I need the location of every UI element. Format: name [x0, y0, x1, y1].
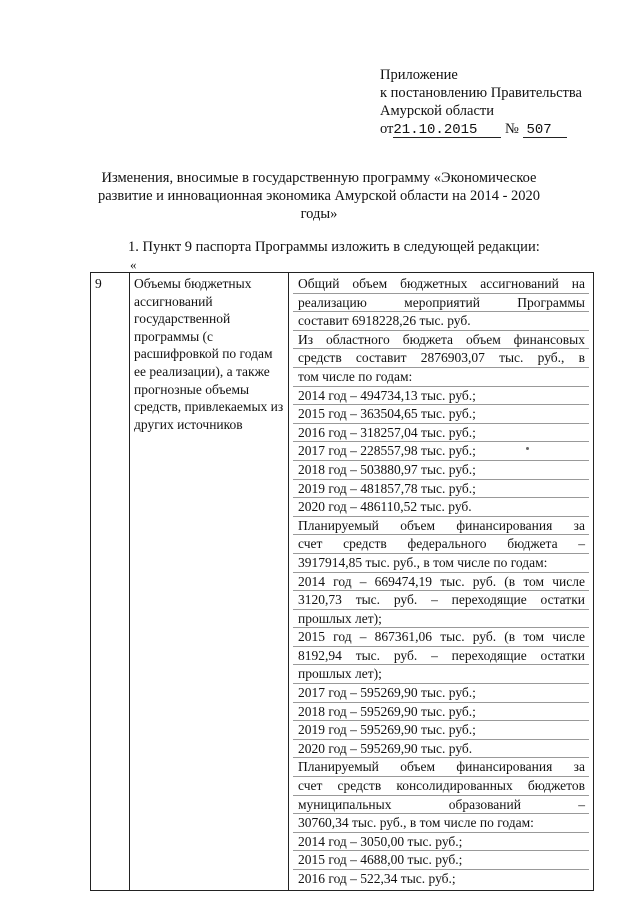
content-line: 3917914,85 тыс. руб., в том числе по годам: — [293, 554, 589, 573]
point-intro: 1. Пункт 9 паспорта Программы изложить в следующей редакции: — [128, 239, 540, 255]
content-line: 2017 год – 595269,90 тыс. руб.; — [293, 684, 589, 703]
content-line: 2018 год – 503880,97 тыс. руб.; — [293, 461, 589, 480]
row-number: 9 — [91, 273, 130, 891]
content-line: 2016 год – 318257,04 тыс. руб.; — [293, 424, 589, 443]
date-prefix: от — [380, 121, 394, 137]
content-line: муниципальных образований – — [293, 796, 589, 815]
approval-decree: к постановлению Правительства — [380, 85, 582, 101]
approval-title: Приложение — [380, 67, 458, 83]
content-line: счет средств консолидированных бюджетов — [293, 777, 589, 796]
content-line: составит 6918228,26 тыс. руб. — [293, 312, 589, 331]
content-line: счет средств федерального бюджета – — [293, 535, 589, 554]
content-line: прошлых лет); — [293, 665, 589, 684]
content-line: 2020 год – 595269,90 тыс. руб. — [293, 740, 589, 759]
decree-number: 507 — [523, 123, 567, 138]
content-line: 30760,34 тыс. руб., в том числе по годам: — [293, 814, 589, 833]
scan-speck — [526, 447, 529, 450]
content-line: 2016 год – 522,34 тыс. руб.; — [298, 871, 456, 886]
content-line: 2015 год – 867361,06 тыс. руб. (в том числе — [293, 628, 589, 647]
content-line: 2019 год – 595269,90 тыс. руб.; — [293, 721, 589, 740]
content-line: Планируемый объем финансирования за — [293, 517, 589, 536]
approval-date-line — [380, 120, 582, 138]
approval-region: Амурской области — [380, 103, 494, 119]
content-line: 2014 год – 494734,13 тыс. руб.; — [293, 387, 589, 406]
opening-quote: « — [130, 257, 137, 272]
row-content — [289, 273, 594, 891]
passport-table — [90, 272, 594, 891]
content-line: 2015 год – 4688,00 тыс. руб.; — [293, 851, 589, 870]
number-sign: № — [505, 121, 519, 137]
content-line: 2018 год – 595269,90 тыс. руб.; — [293, 703, 589, 722]
content-line: реализацию мероприятий Программы — [293, 294, 589, 313]
content-line: 2015 год – 363504,65 тыс. руб.; — [293, 405, 589, 424]
content-line: 8192,94 тыс. руб. – переходящие остатки — [293, 647, 589, 666]
content-line: 2020 год – 486110,52 тыс. руб. — [293, 498, 589, 517]
content-line: 2017 год – 228557,98 тыс. руб.; — [293, 442, 589, 461]
content-line: 2014 год – 3050,00 тыс. руб.; — [293, 833, 589, 852]
table-row — [91, 273, 594, 891]
approval-block — [380, 66, 582, 138]
row-title: Объемы бюджетных ассигнований государственной программы (с расшифровкой по годам ее реализации), а также прогнозные объемы средств, привлекаемых из других источников — [130, 273, 289, 891]
content-line: Общий объем бюджетных ассигнований на — [293, 275, 589, 294]
decree-date: 21.10.2015 — [393, 123, 501, 138]
content-line: 3120,73 тыс. руб. – переходящие остатки — [293, 591, 589, 610]
content-line: прошлых лет); — [293, 610, 589, 629]
content-line: том числе по годам: — [293, 368, 589, 387]
content-line: Планируемый объем финансирования за — [293, 758, 589, 777]
content-line: 2014 год – 669474,19 тыс. руб. (в том числе — [293, 573, 589, 592]
content-line: средств составит 2876903,07 тыс. руб., в — [293, 349, 589, 368]
content-line: 2019 год – 481857,78 тыс. руб.; — [293, 480, 589, 499]
document-heading: Изменения, вносимые в государственную программу «Экономическое развитие и инновационная экономика Амурской области на 2014 - 2020 годы» — [97, 170, 541, 222]
content-line: Из областного бюджета объем финансовых — [293, 331, 589, 350]
